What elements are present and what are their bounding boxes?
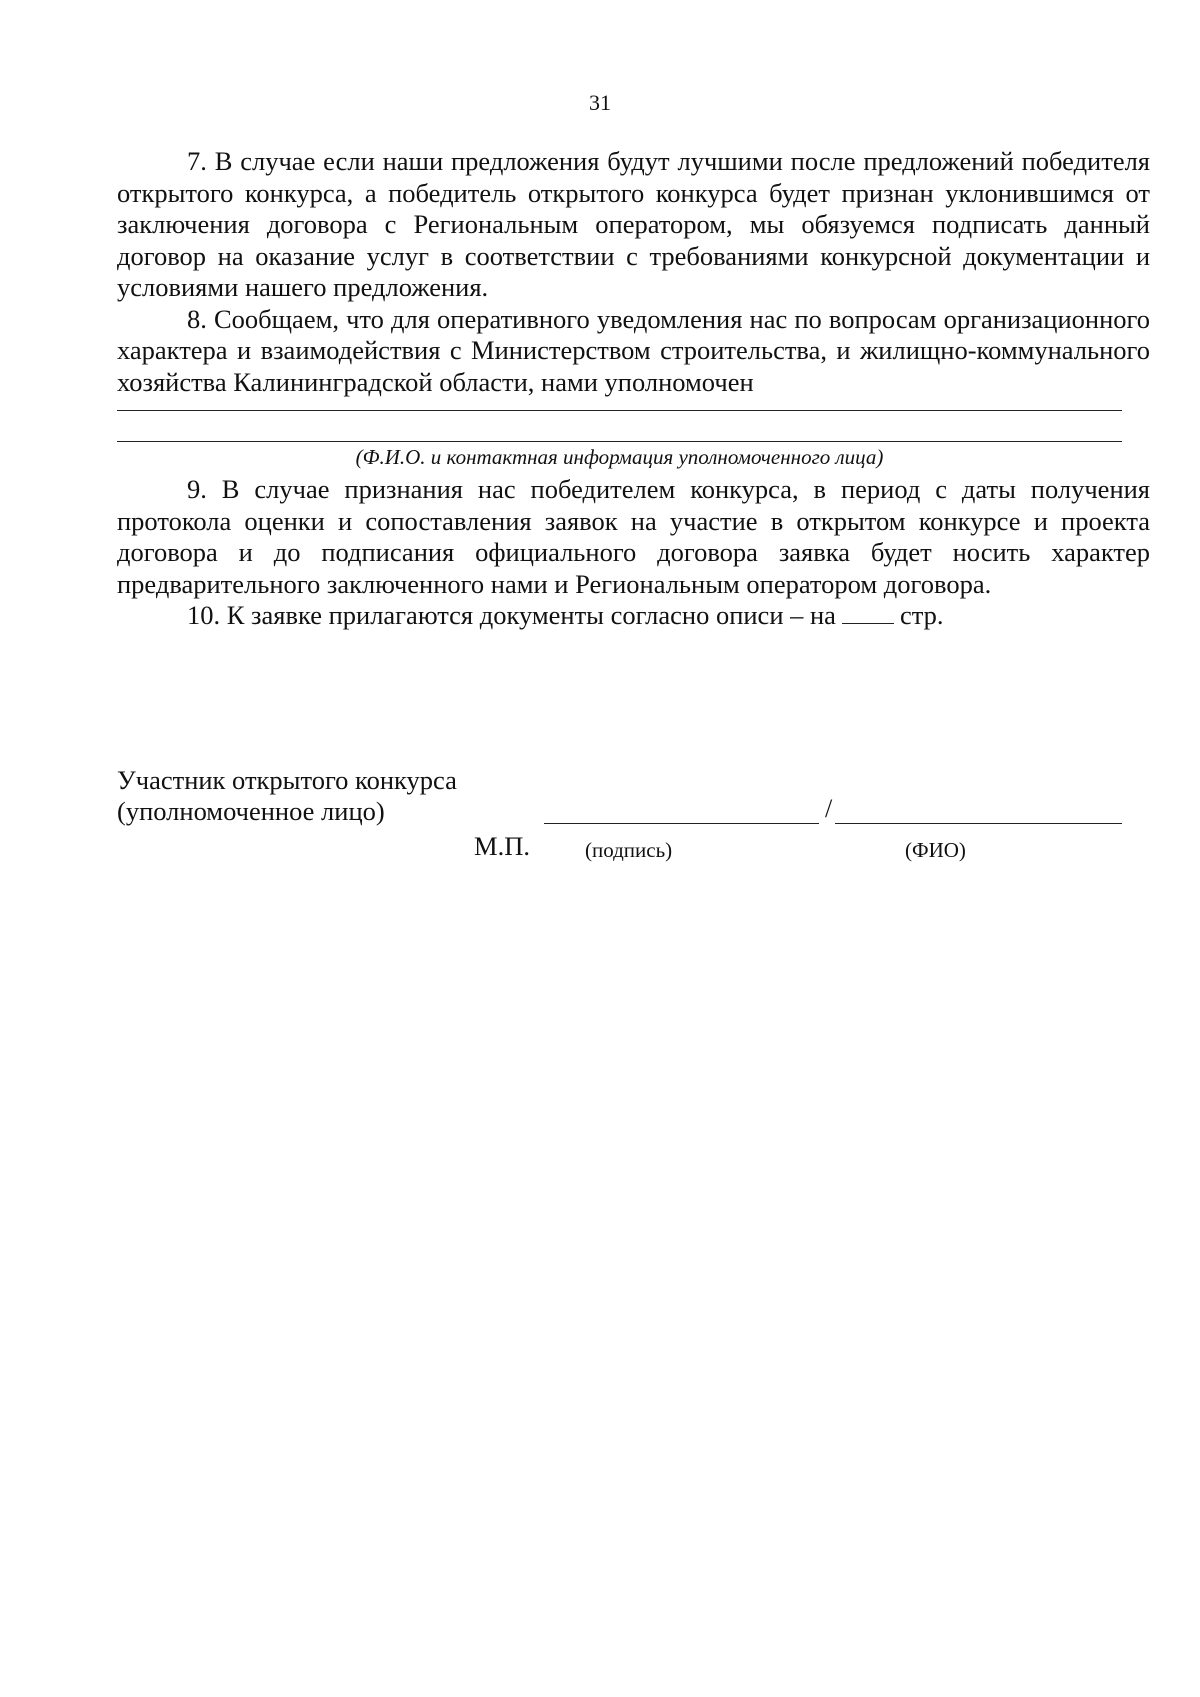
name-line [835, 823, 1122, 824]
authorized-person-label: (уполномоченное лицо) [117, 796, 385, 826]
paragraph-7: 7. В случае если наши предложения будут лучшими после предложений победителя открытого конкурса, а победитель открытого конкурса будет признан уклонившимся от заключения договора с Региональным оператором, мы обязуемся подписать данный договор на оказание услуг в соответствии с требованиями конкурсной документации и условиями нашего предложения. [117, 146, 1150, 302]
signature-line [544, 823, 819, 824]
authorized-person-caption: (Ф.И.О. и контактная информация уполномоченного лица) [355, 445, 884, 469]
signature-block [117, 765, 1150, 875]
paragraph-10-text: 10. К заявке прилагаются документы согласно описи – на [187, 600, 836, 630]
name-caption: (ФИО) [905, 838, 966, 862]
paragraph-10-suffix: стр. [899, 600, 944, 630]
participant-label: Участник открытого конкурса [117, 765, 457, 795]
document-body [117, 146, 1150, 632]
fill-in-line-1 [117, 410, 1122, 411]
paragraph-8: 8. Сообщаем, что для оперативного уведомления нас по вопросам организационного характера и взаимодействия с Министерством строительства, и жилищно-коммунального хозяйства Калининградской области, нами уполномочен [117, 303, 1150, 397]
signature-caption: (подпись) [585, 838, 673, 862]
signature-separator: / [825, 794, 833, 823]
page-number: 31 [589, 90, 611, 115]
paragraph-10 [117, 600, 1150, 632]
paragraph-9: 9. В случае признания нас победителем конкурса, в период с даты получения протокола оценки и сопоставления заявок на участие в открытом конкурсе и проекта договора и до подписания официального договора заявка будет носить характер предварительного заключенного нами и Региональным оператором договора. [117, 474, 1150, 599]
page-count-blank [842, 601, 894, 624]
stamp-place-label: М.П. [474, 831, 530, 861]
